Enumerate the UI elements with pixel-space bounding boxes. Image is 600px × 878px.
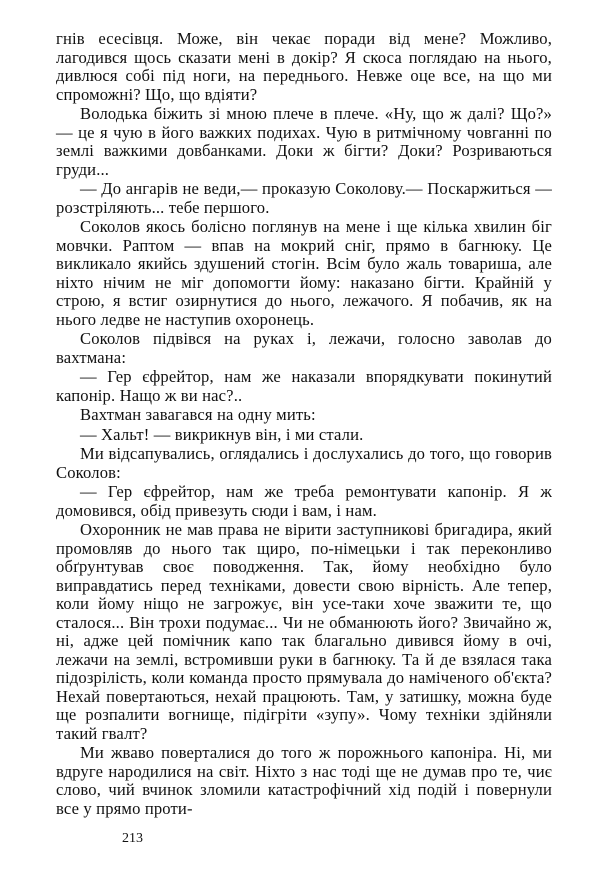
paragraph-2: Володька біжить зі мною плече в плече. «Ну, що ж далі? Що?» — це я чую в його важких подихах. Чую в ритмічному човганні по землі важкими довбанками. Доки ж бігти? Доки? Розриваються груди... (56, 104, 552, 179)
paragraph-12: Ми жваво поверталися до того ж порожнього капоніра. Ні, ми вдруге народилися на світ. Ніхто з нас тоді ще не думав про те, чиє слово, чий вчинок зломили катастрофічний хід подій і повернули все у прямо проти- (56, 743, 552, 818)
paragraph-3: — До ангарів не веди,— проказую Соколову.— Поскаржиться — розстріляють... тебе першого. (56, 179, 552, 217)
paragraph-11: Охоронник не мав права не вірити заступникові бригадира, який промовляв до нього так щиро, по-німецьки і так переконливо обґрунтував своє поводження. Так, йому необхідно було виправдатись перед техніками, довести свою вірність. Але тепер, коли йому ніщо не загрожує, він усе-таки хоче зважити те, що сталося... Він трохи подумає... Чи не обманюють його? Звичайно ж, ні, адже цей помічник капо так благально дивився йому в очі, лежачи на землі, встромивши руки в багнюку. Та й де взялася така підозрілість, коли команда просто прямувала до наміченого об'єкта? Нехай повертаються, нехай працюють. Там, у затишку, можна буде ще розпалити вогнище, підігріти «зупу». Чому техніки здійняли такий гвалт? (56, 520, 552, 743)
page-number: 213 (122, 831, 143, 846)
paragraph-4: Соколов якось болісно поглянув на мене і ще кілька хвилин біг мовчки. Раптом — впав на мокрий сніг, прямо в багнюку. Це викликало якийсь здушений стогін. Всім було жаль товариша, але ніхто нічим не міг допомогти йому: наказано бігти. Крайній у строю, я встиг озирнутися до нього, лежачого. Я побачив, як на нього ледве не наступив охоронець. (56, 217, 552, 329)
paragraph-5: Соколов підвівся на руках і, лежачи, голосно заволав до вахтмана: (56, 329, 552, 367)
paragraph-9: Ми відсапувались, оглядались і дослухались до того, що говорив Соколов: (56, 444, 552, 482)
paragraph-10: — Гер єфрейтор, нам же треба ремонтувати капонір. Я ж домовився, обід привезуть сюди і вам, і нам. (56, 482, 552, 520)
paragraph-8: — Хальт! — викрикнув він, і ми стали. (80, 424, 364, 444)
paragraph-6: — Гер єфрейтор, нам же наказали впорядкувати покинутий капонір. Нащо ж ви нас?.. (56, 367, 552, 405)
paragraph-7: Вахтман завагався на одну мить: (80, 405, 316, 424)
paragraph-1: гнів есесівця. Може, він чекає поради від мене? Можливо, лагодився щось сказати мені в докір? Я скоса поглядаю на нього, дивлюся собі під ноги, на переднього. Невже оце все, на що ми спроможні? Що, що вдіяти? (56, 29, 552, 104)
body-text (56, 30, 552, 818)
